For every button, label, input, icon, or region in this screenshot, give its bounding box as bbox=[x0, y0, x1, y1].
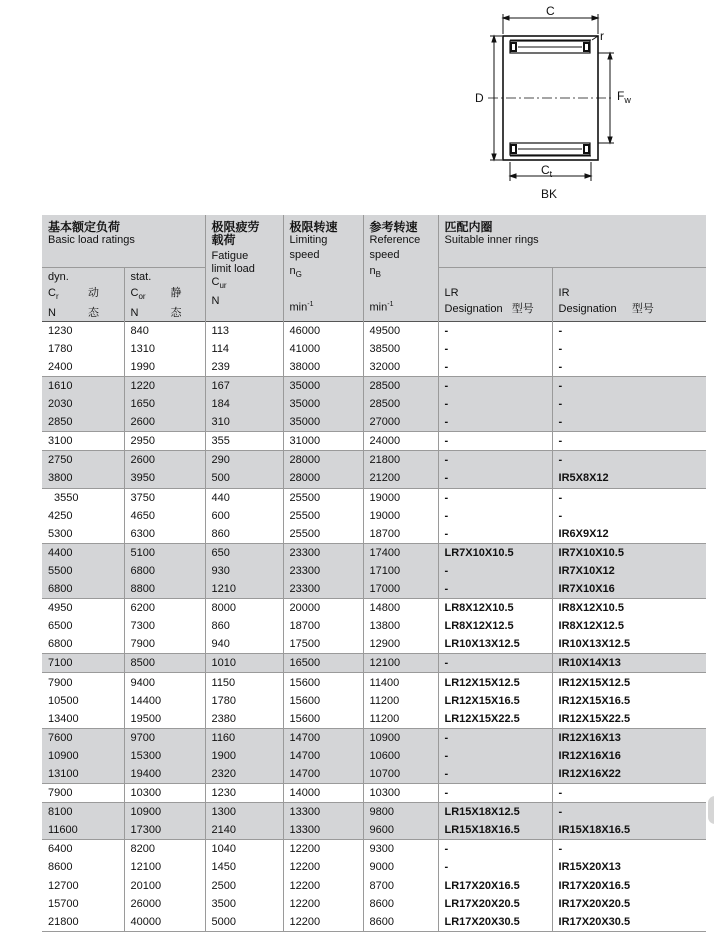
lr-designation-cell: - bbox=[438, 432, 552, 451]
lr-designation-cell: LR12X15X16.5 bbox=[438, 692, 552, 710]
lr-designation-cell: - bbox=[438, 858, 552, 876]
reference-speed-cell: 17100 bbox=[363, 562, 438, 580]
ir-designation-cell: - bbox=[552, 784, 706, 803]
limiting-speed-cell: 23300 bbox=[283, 562, 363, 580]
fatigue-load-cell: 650 bbox=[205, 543, 283, 562]
lr-designation-cell: LR17X20X16.5 bbox=[438, 877, 552, 895]
table-row bbox=[42, 635, 706, 654]
static-load-cell: 19400 bbox=[124, 765, 205, 784]
static-load-cell: 4650 bbox=[124, 507, 205, 525]
reference-speed-cell: 28500 bbox=[363, 395, 438, 413]
lr-designation-cell: LR15X18X12.5 bbox=[438, 803, 552, 822]
dynamic-load-cell: 13400 bbox=[42, 710, 124, 729]
static-load-cell: 10900 bbox=[124, 803, 205, 822]
lr-designation-cell: - bbox=[438, 395, 552, 413]
basic-load-ratings-header bbox=[42, 215, 205, 267]
ir-designation-cell: IR12X15X16.5 bbox=[552, 692, 706, 710]
bearing-type-label: BK bbox=[541, 187, 558, 201]
lr-designation-cell: - bbox=[438, 321, 552, 340]
static-load-cell: 1310 bbox=[124, 340, 205, 358]
dynamic-load-cell: 21800 bbox=[42, 913, 124, 932]
table-row bbox=[42, 358, 706, 377]
ir-designation-cell: - bbox=[552, 840, 706, 859]
reference-speed-cell: 49500 bbox=[363, 321, 438, 340]
lr-designation-cell: - bbox=[438, 562, 552, 580]
table-row bbox=[42, 692, 706, 710]
dynamic-load-cell: 2750 bbox=[42, 451, 124, 470]
limiting-speed-cell: 25500 bbox=[283, 525, 363, 544]
lr-designation-cell: - bbox=[438, 469, 552, 488]
table-row bbox=[42, 877, 706, 895]
table-row bbox=[42, 710, 706, 729]
table-row bbox=[42, 840, 706, 859]
reference-speed-cell: 12100 bbox=[363, 654, 438, 673]
fatigue-load-cell: 1780 bbox=[205, 692, 283, 710]
ir-designation-cell: IR10X14X13 bbox=[552, 654, 706, 673]
table-row bbox=[42, 432, 706, 451]
limiting-speed-cell: 18700 bbox=[283, 617, 363, 635]
fatigue-load-cell: 930 bbox=[205, 562, 283, 580]
lr-designation-cell: - bbox=[438, 376, 552, 395]
ir-designation-cell: IR12X16X16 bbox=[552, 747, 706, 765]
ir-designation-cell: IR17X20X20.5 bbox=[552, 895, 706, 913]
limiting-speed-cell: 23300 bbox=[283, 580, 363, 599]
static-load-cell: 7300 bbox=[124, 617, 205, 635]
ir-designation-cell: IR5X8X12 bbox=[552, 469, 706, 488]
dynamic-load-cell: 5300 bbox=[42, 525, 124, 544]
static-load-cell: 2600 bbox=[124, 413, 205, 432]
dynamic-load-cell: 7600 bbox=[42, 728, 124, 747]
dynamic-load-cell: 2030 bbox=[42, 395, 124, 413]
fatigue-load-cell: 500 bbox=[205, 469, 283, 488]
static-load-cell: 840 bbox=[124, 321, 205, 340]
dynamic-load-cell: 10900 bbox=[42, 747, 124, 765]
ir-designation-cell: IR7X10X16 bbox=[552, 580, 706, 599]
reference-speed-cell: 12900 bbox=[363, 635, 438, 654]
dimension-label-Fw: $F_w$ bbox=[617, 89, 631, 105]
limiting-speed-cell: 14700 bbox=[283, 747, 363, 765]
reference-speed-cell: 38500 bbox=[363, 340, 438, 358]
ir-designation-cell: IR15X20X13 bbox=[552, 858, 706, 876]
ir-designation-cell: IR15X18X16.5 bbox=[552, 821, 706, 840]
ir-designation-cell: IR7X10X12 bbox=[552, 562, 706, 580]
dynamic-load-cell: 1780 bbox=[48, 342, 73, 355]
fatigue-load-cell: 167 bbox=[205, 376, 283, 395]
ir-designation-cell: - bbox=[552, 395, 706, 413]
static-load-cell: 1650 bbox=[124, 395, 205, 413]
static-load-cell: 17300 bbox=[124, 821, 205, 840]
table-row bbox=[42, 765, 706, 784]
limiting-speed-header: 极限转速 Limiting speed $n_G$ $\min^{-1}$ bbox=[283, 215, 363, 321]
fatigue-load-cell: 1210 bbox=[205, 580, 283, 599]
fatigue-load-cell: 860 bbox=[205, 617, 283, 635]
fatigue-load-cell: 2380 bbox=[205, 710, 283, 729]
fatigue-load-cell: 2140 bbox=[205, 821, 283, 840]
ir-designation-cell: IR8X12X10.5 bbox=[552, 599, 706, 618]
reference-speed-cell: 10700 bbox=[363, 765, 438, 784]
limiting-speed-unit: $\min^{-1}$ bbox=[289, 301, 314, 314]
static-load-cell: 2950 bbox=[124, 432, 205, 451]
dynamic-load-cell: 3800 bbox=[42, 469, 124, 488]
table-row bbox=[42, 803, 706, 822]
reference-speed-cell: 11400 bbox=[363, 673, 438, 692]
dynamic-load-cell: 4400 bbox=[42, 543, 124, 562]
table-row bbox=[42, 673, 706, 692]
dynamic-load-cell: 3550 bbox=[54, 491, 79, 504]
fatigue-load-cell: 8000 bbox=[205, 599, 283, 618]
limiting-speed-cell: 28000 bbox=[283, 451, 363, 470]
cur-symbol: $C_{ur}$ bbox=[211, 276, 227, 291]
reference-speed-cell: 9800 bbox=[363, 803, 438, 822]
fatigue-load-cell: 5000 bbox=[205, 913, 283, 932]
lr-designation-cell: LR8X12X12.5 bbox=[438, 617, 552, 635]
fatigue-load-cell: 940 bbox=[205, 635, 283, 654]
dynamic-load-cell: 12700 bbox=[48, 879, 79, 892]
table-row bbox=[42, 562, 706, 580]
limiting-speed-cell: 38000 bbox=[283, 358, 363, 377]
dynamic-load-cell: 7900 bbox=[48, 676, 73, 689]
ir-designation-cell: - bbox=[552, 321, 706, 340]
lr-designation-cell: - bbox=[438, 488, 552, 507]
dynamic-load-cell: 6800 bbox=[42, 635, 124, 654]
lr-designation-cell: - bbox=[438, 413, 552, 432]
static-load-cell: 2600 bbox=[124, 451, 205, 470]
ir-designation-cell: IR12X16X13 bbox=[552, 728, 706, 747]
lr-designation-cell: - bbox=[438, 840, 552, 859]
ng-symbol: $n_G$ bbox=[289, 265, 302, 280]
lr-designation-cell: LR17X20X30.5 bbox=[438, 913, 552, 932]
dynamic-load-cell: 6800 bbox=[42, 580, 124, 599]
lr-designation-cell: LR12X15X12.5 bbox=[438, 673, 552, 692]
reference-speed-cell: 21800 bbox=[363, 451, 438, 470]
lr-designation-cell: - bbox=[438, 451, 552, 470]
dynamic-load-cell: 6500 bbox=[48, 620, 73, 633]
limiting-speed-cell: 15600 bbox=[283, 673, 363, 692]
limiting-speed-cell: 28000 bbox=[283, 469, 363, 488]
dynamic-load-cell: 8600 bbox=[48, 861, 73, 874]
dimension-label-r: r bbox=[600, 29, 604, 43]
basic-load-ratings-zh: 基本额定负荷 bbox=[48, 220, 121, 234]
static-load-cell: 3950 bbox=[124, 469, 205, 488]
reference-speed-cell: 11200 bbox=[363, 692, 438, 710]
reference-speed-cell: 32000 bbox=[363, 358, 438, 377]
lr-designation-cell: - bbox=[438, 507, 552, 525]
lr-designation-cell: LR17X20X20.5 bbox=[438, 895, 552, 913]
fatigue-load-cell: 239 bbox=[205, 358, 283, 377]
limiting-speed-cell: 31000 bbox=[283, 432, 363, 451]
table-row bbox=[42, 525, 706, 544]
limiting-speed-cell: 25500 bbox=[283, 488, 363, 507]
ir-designation-cell: IR7X10X10.5 bbox=[552, 543, 706, 562]
limiting-speed-cell: 17500 bbox=[283, 635, 363, 654]
limiting-speed-cell: 12200 bbox=[283, 858, 363, 876]
table-row bbox=[42, 617, 706, 635]
static-load-cell: 6300 bbox=[124, 525, 205, 544]
table-row bbox=[42, 599, 706, 618]
static-load-cell: 3750 bbox=[124, 488, 205, 507]
static-load-cell: 6800 bbox=[124, 562, 205, 580]
table-row bbox=[42, 451, 706, 470]
static-load-cell: 7900 bbox=[124, 635, 205, 654]
table-row bbox=[42, 469, 706, 488]
ir-designation-cell: - bbox=[552, 376, 706, 395]
table-row bbox=[42, 821, 706, 840]
lr-designation-cell: LR10X13X12.5 bbox=[438, 635, 552, 654]
table-row bbox=[42, 413, 706, 432]
table-row bbox=[42, 340, 706, 358]
static-load-cell: 8200 bbox=[124, 840, 205, 859]
table-row bbox=[42, 580, 706, 599]
ir-designation-cell: - bbox=[552, 413, 706, 432]
fatigue-load-cell: 2500 bbox=[205, 877, 283, 895]
reference-speed-cell: 10300 bbox=[363, 784, 438, 803]
reference-speed-cell: 24000 bbox=[363, 432, 438, 451]
limiting-speed-cell: 20000 bbox=[283, 599, 363, 618]
limiting-speed-cell: 14000 bbox=[283, 784, 363, 803]
static-load-cell: 5100 bbox=[124, 543, 205, 562]
reference-speed-cell: 21200 bbox=[363, 469, 438, 488]
dimension-label-Ct: $C_t$ bbox=[541, 163, 553, 179]
static-load-cell: 20100 bbox=[124, 877, 205, 895]
limiting-speed-cell: 16500 bbox=[283, 654, 363, 673]
ir-designation-cell: - bbox=[552, 358, 706, 377]
lr-designation-cell: LR7X10X10.5 bbox=[438, 543, 552, 562]
ir-designation-cell: - bbox=[552, 451, 706, 470]
static-load-cell: 1990 bbox=[124, 358, 205, 377]
table-row bbox=[42, 395, 706, 413]
static-load-cell: 9700 bbox=[124, 728, 205, 747]
cor-symbol: $C_{or}$ bbox=[130, 286, 146, 301]
limiting-speed-cell: 12200 bbox=[283, 877, 363, 895]
ir-designation-cell: - bbox=[552, 488, 706, 507]
ir-designation-cell: - bbox=[552, 340, 706, 358]
fatigue-load-cell: 600 bbox=[205, 507, 283, 525]
static-load-cell: 9400 bbox=[124, 673, 205, 692]
reference-speed-cell: 8600 bbox=[363, 913, 438, 932]
static-load-cell: 6200 bbox=[124, 599, 205, 618]
lr-designation-cell: - bbox=[438, 765, 552, 784]
reference-speed-cell: 28500 bbox=[363, 376, 438, 395]
ir-designation-cell: IR8X12X12.5 bbox=[552, 617, 706, 635]
limiting-speed-cell: 15600 bbox=[283, 692, 363, 710]
table-row bbox=[42, 784, 706, 803]
reference-speed-cell: 9600 bbox=[363, 821, 438, 840]
table-row bbox=[42, 543, 706, 562]
lr-designation-cell: - bbox=[438, 358, 552, 377]
fatigue-load-cell: 355 bbox=[205, 432, 283, 451]
ir-designation-cell: IR12X15X12.5 bbox=[552, 673, 706, 692]
ir-designation-cell: - bbox=[552, 507, 706, 525]
reference-speed-cell: 18700 bbox=[363, 525, 438, 544]
reference-speed-cell: 13800 bbox=[363, 617, 438, 635]
bearing-cross-section-diagram bbox=[0, 0, 714, 212]
dynamic-load-cell: 1610 bbox=[42, 376, 124, 395]
lr-designation-cell: - bbox=[438, 340, 552, 358]
dynamic-load-cell: 13100 bbox=[42, 765, 124, 784]
dimension-label-D: D bbox=[475, 91, 484, 105]
dynamic-load-cell: 10500 bbox=[48, 694, 79, 707]
reference-speed-cell: 19000 bbox=[363, 507, 438, 525]
fatigue-load-cell: 1300 bbox=[205, 803, 283, 822]
reference-speed-cell: 9300 bbox=[363, 840, 438, 859]
dynamic-load-cell: 6400 bbox=[48, 843, 73, 856]
ir-ring-header: IR Designation 型号 bbox=[552, 267, 706, 321]
static-load-cell: 8800 bbox=[124, 580, 205, 599]
limiting-speed-cell: 35000 bbox=[283, 413, 363, 432]
fatigue-load-cell: 1150 bbox=[205, 673, 283, 692]
lr-designation-cell: LR8X12X10.5 bbox=[438, 599, 552, 618]
static-load-cell: 15300 bbox=[124, 747, 205, 765]
basic-load-ratings-en: Basic load ratings bbox=[48, 234, 135, 246]
fatigue-load-cell: 440 bbox=[205, 488, 283, 507]
limiting-speed-cell: 13300 bbox=[283, 821, 363, 840]
ir-designation-cell: IR12X15X22.5 bbox=[552, 710, 706, 729]
lr-designation-cell: LR15X18X16.5 bbox=[438, 821, 552, 840]
dynamic-load-cell: 2850 bbox=[42, 413, 124, 432]
ir-designation-cell: IR17X20X30.5 bbox=[552, 913, 706, 932]
dynamic-rating-header: dyn. $C_r$ 动 N 态 bbox=[42, 267, 124, 321]
static-load-cell: 10300 bbox=[124, 784, 205, 803]
reference-speed-cell: 9000 bbox=[363, 858, 438, 876]
reference-speed-cell: 17400 bbox=[363, 543, 438, 562]
table-row bbox=[42, 507, 706, 525]
fatigue-load-cell: 1160 bbox=[205, 728, 283, 747]
fatigue-load-cell: 184 bbox=[205, 395, 283, 413]
ir-designation-cell: IR10X13X12.5 bbox=[552, 635, 706, 654]
ir-designation-cell: IR17X20X16.5 bbox=[552, 877, 706, 895]
dynamic-load-cell: 3100 bbox=[42, 432, 124, 451]
dynamic-load-cell: 7100 bbox=[42, 654, 124, 673]
limiting-speed-cell: 14700 bbox=[283, 765, 363, 784]
limiting-speed-cell: 14700 bbox=[283, 728, 363, 747]
reference-speed-cell: 8600 bbox=[363, 895, 438, 913]
reference-speed-header: 参考转速 Reference speed $n_B$ $\min^{-1}$ bbox=[363, 215, 438, 321]
fatigue-load-cell: 1450 bbox=[205, 858, 283, 876]
lr-designation-cell: - bbox=[438, 525, 552, 544]
table-header bbox=[42, 215, 706, 321]
table-row bbox=[42, 488, 706, 507]
lr-designation-cell: - bbox=[438, 580, 552, 599]
fatigue-load-cell: 290 bbox=[205, 451, 283, 470]
lr-designation-cell: - bbox=[438, 747, 552, 765]
fatigue-load-cell: 1010 bbox=[205, 654, 283, 673]
ir-designation-cell: - bbox=[552, 803, 706, 822]
dynamic-load-cell: 1230 bbox=[42, 321, 124, 340]
limiting-speed-cell: 12200 bbox=[283, 895, 363, 913]
reference-speed-cell: 10900 bbox=[363, 728, 438, 747]
table-row bbox=[42, 376, 706, 395]
reference-speed-cell: 27000 bbox=[363, 413, 438, 432]
limiting-speed-cell: 15600 bbox=[283, 710, 363, 729]
fatigue-load-cell: 2320 bbox=[205, 765, 283, 784]
dynamic-load-cell: 7900 bbox=[42, 784, 124, 803]
table-row bbox=[42, 895, 706, 913]
limiting-speed-cell: 13300 bbox=[283, 803, 363, 822]
static-load-cell: 19500 bbox=[124, 710, 205, 729]
reference-speed-cell: 17000 bbox=[363, 580, 438, 599]
cr-symbol: $C_r$ bbox=[48, 286, 59, 301]
reference-speed-cell: 11200 bbox=[363, 710, 438, 729]
table-row bbox=[42, 913, 706, 932]
fatigue-load-cell: 1230 bbox=[205, 784, 283, 803]
limiting-speed-cell: 23300 bbox=[283, 543, 363, 562]
table-row bbox=[42, 321, 706, 340]
table-body bbox=[42, 321, 706, 931]
limiting-speed-cell: 46000 bbox=[283, 321, 363, 340]
ir-designation-cell: IR12X16X22 bbox=[552, 765, 706, 784]
fatigue-limit-load-header: 极限疲劳 载荷 Fatigue limit load $C_{ur}$ N bbox=[205, 215, 283, 321]
reference-speed-cell: 8700 bbox=[363, 877, 438, 895]
suitable-inner-rings-header: 匹配内圈 Suitable inner rings bbox=[438, 215, 706, 267]
limiting-speed-cell: 12200 bbox=[283, 913, 363, 932]
ir-designation-cell: - bbox=[552, 432, 706, 451]
bearing-data-table bbox=[42, 215, 706, 932]
fatigue-load-cell: 3500 bbox=[205, 895, 283, 913]
limiting-speed-cell: 41000 bbox=[283, 340, 363, 358]
limiting-speed-cell: 25500 bbox=[283, 507, 363, 525]
fatigue-load-cell: 1900 bbox=[205, 747, 283, 765]
table-row bbox=[42, 654, 706, 673]
dynamic-load-cell: 11600 bbox=[42, 821, 124, 840]
fatigue-load-cell: 1040 bbox=[205, 840, 283, 859]
nb-symbol: $n_B$ bbox=[369, 265, 381, 280]
table-row bbox=[42, 858, 706, 876]
dynamic-load-cell: 5500 bbox=[42, 562, 124, 580]
dynamic-load-cell: 15700 bbox=[48, 897, 79, 910]
dynamic-load-cell: 4950 bbox=[48, 602, 73, 615]
reference-speed-unit: $\min^{-1}$ bbox=[369, 301, 394, 314]
reference-speed-cell: 14800 bbox=[363, 599, 438, 618]
static-load-cell: 1220 bbox=[124, 376, 205, 395]
static-load-cell: 14400 bbox=[124, 692, 205, 710]
static-rating-header: stat. $C_{or}$ 静 N 态 bbox=[124, 267, 205, 321]
dynamic-load-cell: 4250 bbox=[48, 509, 73, 522]
fatigue-load-cell: 113 bbox=[205, 321, 283, 340]
dimension-label-C: C bbox=[546, 4, 555, 18]
dynamic-load-cell: 8100 bbox=[42, 803, 124, 822]
table-row bbox=[42, 728, 706, 747]
fatigue-load-cell: 114 bbox=[205, 340, 283, 358]
lr-designation-cell: LR12X15X22.5 bbox=[438, 710, 552, 729]
reference-speed-cell: 19000 bbox=[363, 488, 438, 507]
reference-speed-cell: 10600 bbox=[363, 747, 438, 765]
lr-ring-header: LR Designation 型号 bbox=[438, 267, 552, 321]
limiting-speed-cell: 35000 bbox=[283, 376, 363, 395]
page-edge-decoration bbox=[708, 796, 714, 824]
dynamic-load-cell: 2400 bbox=[42, 358, 124, 377]
limiting-speed-cell: 12200 bbox=[283, 840, 363, 859]
table-row bbox=[42, 747, 706, 765]
lr-designation-cell: - bbox=[438, 784, 552, 803]
static-load-cell: 26000 bbox=[124, 895, 205, 913]
fatigue-load-cell: 860 bbox=[205, 525, 283, 544]
static-load-cell: 12100 bbox=[124, 858, 205, 876]
lr-designation-cell: - bbox=[438, 654, 552, 673]
lr-designation-cell: - bbox=[438, 728, 552, 747]
ir-designation-cell: IR6X9X12 bbox=[552, 525, 706, 544]
limiting-speed-cell: 35000 bbox=[283, 395, 363, 413]
static-load-cell: 40000 bbox=[124, 913, 205, 932]
static-load-cell: 8500 bbox=[124, 654, 205, 673]
fatigue-load-cell: 310 bbox=[205, 413, 283, 432]
